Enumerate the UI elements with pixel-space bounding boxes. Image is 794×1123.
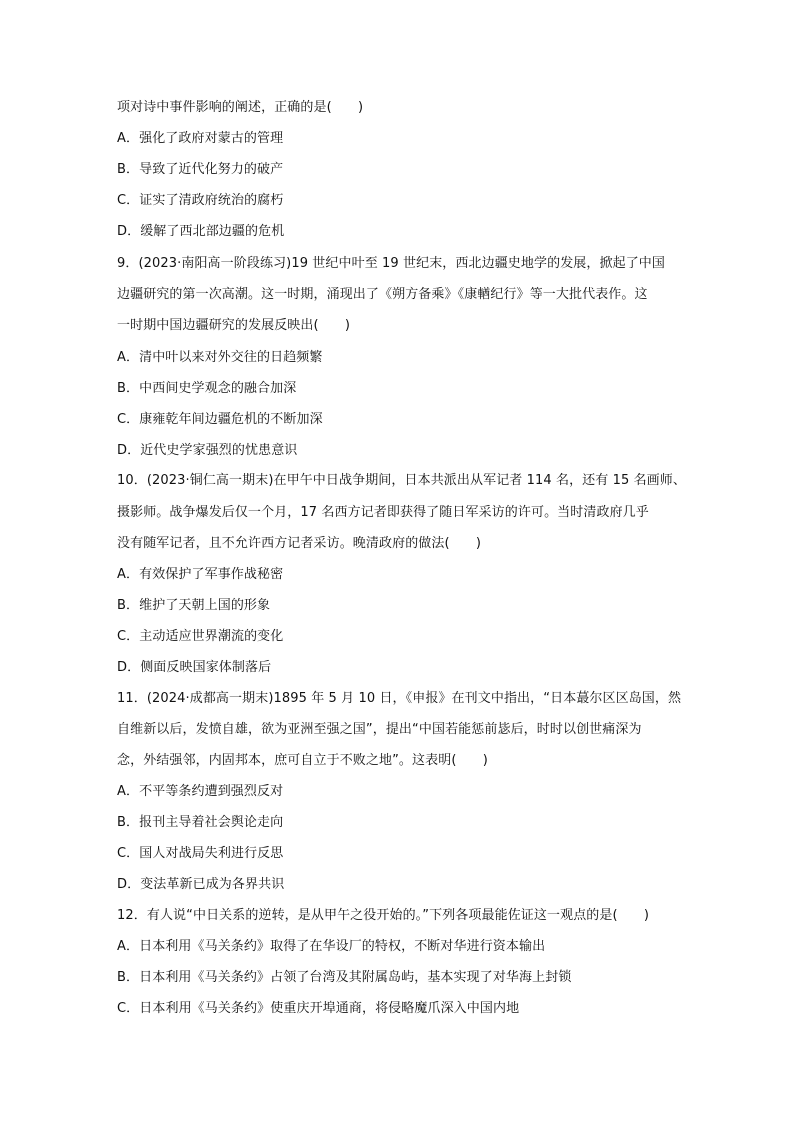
question-9-line-2: 边疆研究的第一次高潮。这一时期，涌现出了《朔方备乘》《康輶纪行》等一大批代表作。这 — [117, 287, 648, 302]
option-d: D．近代史学家强烈的忧患意识 — [117, 443, 298, 458]
option-d: D．变法革新已成为各界共识 — [117, 877, 285, 892]
option-c: C．日本利用《马关条约》使重庆开埠通商，将侵略魔爪深入中国内地 — [117, 1001, 520, 1016]
option-b: B．中西间史学观念的融合加深 — [117, 381, 297, 396]
question-10-line-3: 没有随军记者，且不允许西方记者采访。晚清政府的做法( ) — [117, 536, 482, 551]
option-a: A．有效保护了军事作战秘密 — [117, 567, 284, 582]
option-b: B．报刊主导着社会舆论走向 — [117, 815, 284, 830]
question-10-line-1: 10．(2023·铜仁高一期末)在甲午中日战争期间，日本共派出从军记者 114 名，还有 15 名画师、 — [117, 473, 686, 488]
question-11-line-2: 自维新以后，发愤自雄，欲为亚洲至强之国”，提出“中国若能惩前毖后，时时以创世痛深为 — [117, 722, 642, 737]
option-b: B．日本利用《马关条约》占领了台湾及其附属岛屿，基本实现了对华海上封锁 — [117, 970, 572, 985]
option-a: A．清中叶以来对外交往的日趋频繁 — [117, 350, 323, 365]
option-d: D．侧面反映国家体制落后 — [117, 660, 272, 675]
option-c: C．康雍乾年间边疆危机的不断加深 — [117, 412, 323, 427]
option-b: B．导致了近代化努力的破产 — [117, 162, 284, 177]
option-a: A．日本利用《马关条约》取得了在华设厂的特权，不断对华进行资本输出 — [117, 939, 546, 954]
question-10-line-2: 摄影师。战争爆发后仅一个月，17 名西方记者即获得了随日军采访的许可。当时清政府几乎 — [117, 505, 649, 520]
question-11-line-1: 11．(2024·成都高一期末)1895 年 5 月 10 日，《申报》在刊文中指出，“日本蕞尔区区岛国，然 — [117, 691, 682, 706]
option-c: C．国人对战局失利进行反思 — [117, 846, 284, 861]
question-9-line-3: 一时期中国边疆研究的发展反映出( ) — [117, 318, 351, 333]
option-d: D．缓解了西北部边疆的危机 — [117, 224, 285, 239]
option-b: B．维护了天朝上国的形象 — [117, 598, 271, 613]
question-stem-line: 项对诗中事件影响的阐述，正确的是( ) — [117, 100, 364, 115]
question-9-line-1: 9．(2023·南阳高一阶段练习)19 世纪中叶至 19 世纪末，西北边疆史地学的发展，掀起了中国 — [117, 256, 666, 271]
option-a: A．不平等条约遭到强烈反对 — [117, 784, 284, 799]
question-12-line-1: 12．有人说“中日关系的逆转，是从甲午之役开始的。”下列各项最能佐证这一观点的是( ) — [117, 908, 650, 923]
option-c: C．主动适应世界潮流的变化 — [117, 629, 284, 644]
option-a: A．强化了政府对蒙古的管理 — [117, 131, 284, 146]
option-c: C．证实了清政府统治的腐朽 — [117, 193, 284, 208]
question-11-line-3: 念，外结强邻，内固邦本，庶可自立于不败之地”。这表明( ) — [117, 753, 488, 768]
